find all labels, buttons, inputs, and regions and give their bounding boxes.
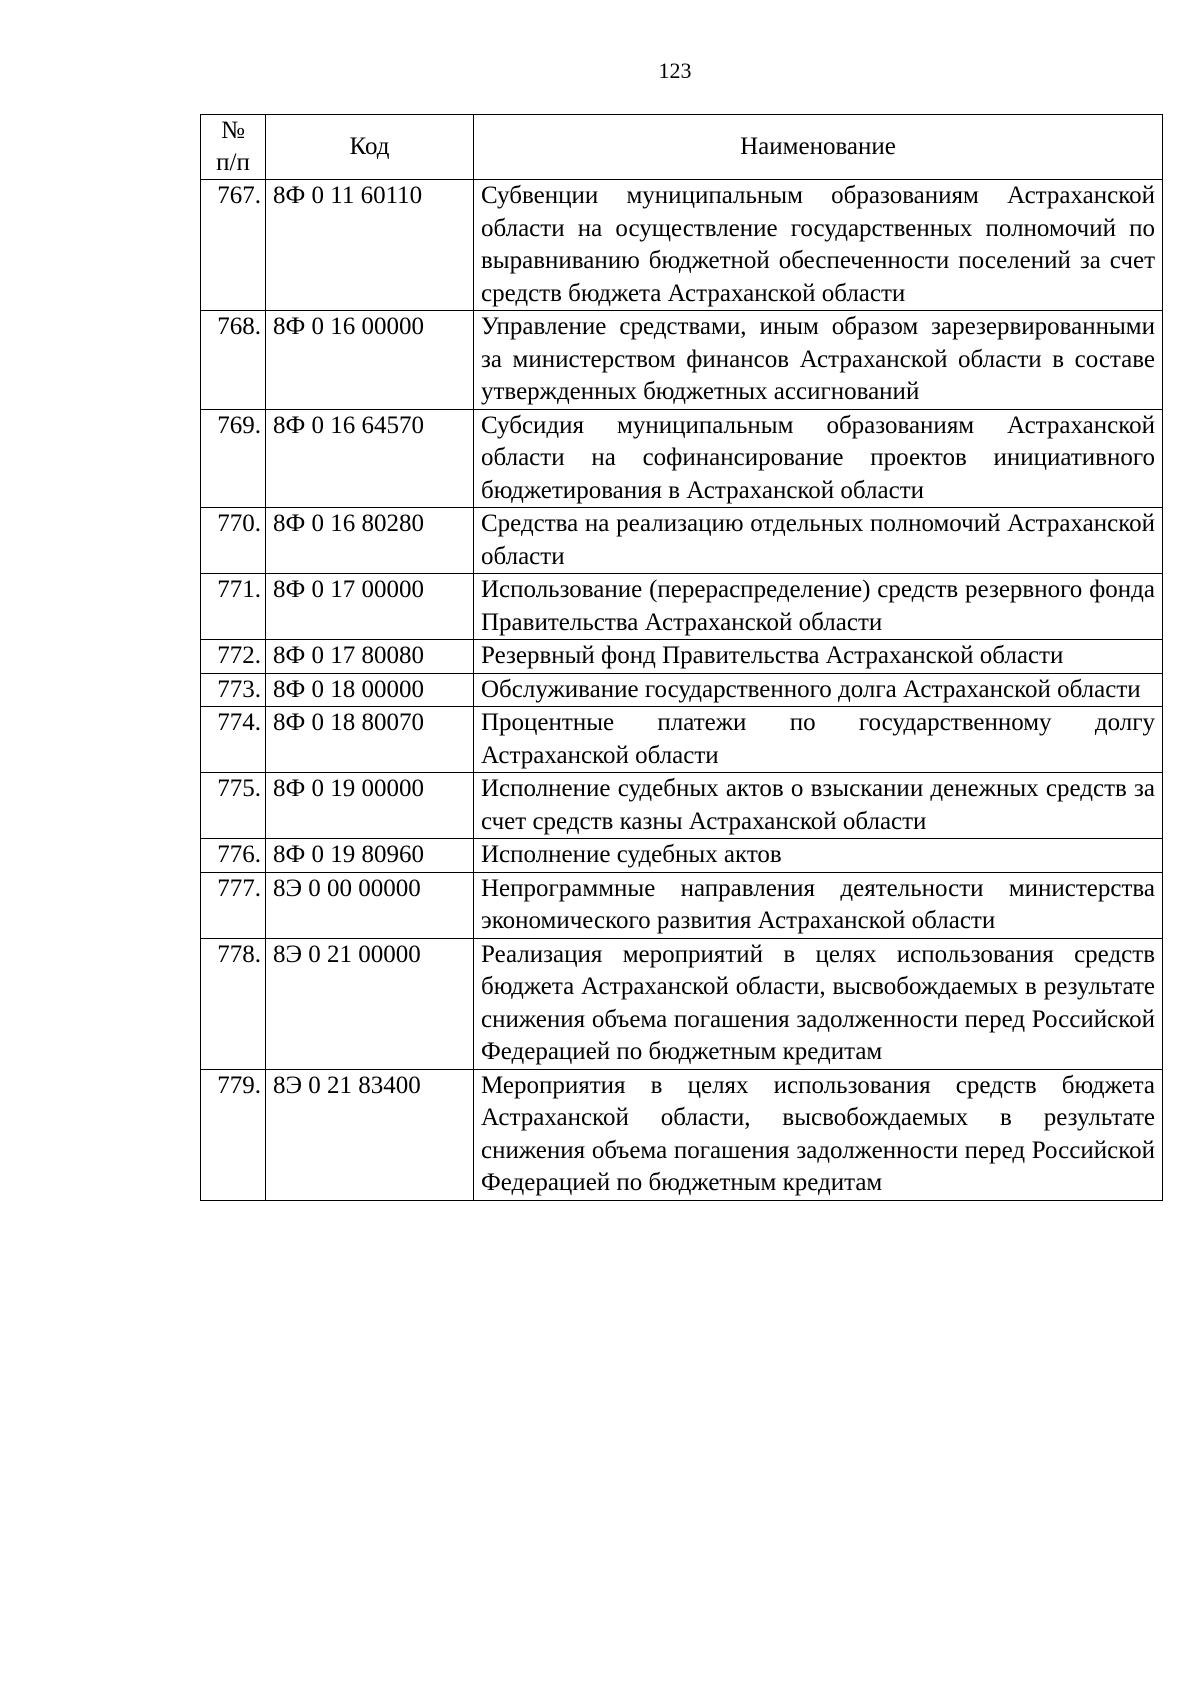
row-number: 772. — [201, 640, 266, 674]
row-name: Исполнение судебных актов о взыскании денежных средств за счет средств казны Астраханской области — [474, 773, 1163, 839]
row-code: 8Э 0 21 83400 — [266, 1069, 474, 1200]
table-header — [201, 115, 1163, 180]
row-code: 8Ф 0 17 80080 — [266, 640, 474, 674]
table-row — [201, 773, 1163, 839]
row-number: 771. — [201, 574, 266, 640]
budget-classification-table — [200, 114, 1163, 1201]
row-name: Процентные платежи по государственному долгу Астраханской области — [474, 707, 1163, 773]
row-code: 8Ф 0 16 64570 — [266, 409, 474, 508]
row-code: 8Э 0 00 00000 — [266, 872, 474, 938]
table-row — [201, 1069, 1163, 1200]
row-number: 778. — [201, 938, 266, 1069]
table-row — [201, 707, 1163, 773]
row-number: 768. — [201, 311, 266, 410]
table-row — [201, 839, 1163, 873]
row-name: Использование (перераспределение) средств резервного фонда Правительства Астраханской области — [474, 574, 1163, 640]
row-name: Субвенции муниципальным образованиям Астраханской области на осуществление государственных полномочий по выравниванию бюджетной обеспеченности поселений за счет средств бюджета Астраханской области — [474, 180, 1163, 311]
table-row — [201, 180, 1163, 311]
table-row — [201, 673, 1163, 707]
row-number: 779. — [201, 1069, 266, 1200]
table-row — [201, 640, 1163, 674]
row-number: 769. — [201, 409, 266, 508]
table-body — [201, 180, 1163, 1201]
row-number: 774. — [201, 707, 266, 773]
row-name: Управление средствами, иным образом зарезервированными за министерством финансов Астраханской области в составе утвержденных бюджетных ассигнований — [474, 311, 1163, 410]
row-code: 8Ф 0 16 00000 — [266, 311, 474, 410]
header-name: Наименование — [474, 115, 1163, 180]
row-code: 8Ф 0 11 60110 — [266, 180, 474, 311]
row-number: 770. — [201, 508, 266, 574]
row-name: Мероприятия в целях использования средств бюджета Астраханской области, высвобождаемых в результате снижения объема погашения задолженности перед Российской Федерацией по бюджетным кредитам — [474, 1069, 1163, 1200]
row-number: 777. — [201, 872, 266, 938]
table-row — [201, 409, 1163, 508]
row-name: Реализация мероприятий в целях использования средств бюджета Астраханской области, высвобождаемых в результате снижения объема погашения задолженности перед Российской Федерацией по бюджетным кредитам — [474, 938, 1163, 1069]
row-code: 8Ф 0 17 00000 — [266, 574, 474, 640]
header-num — [201, 115, 266, 180]
table-row — [201, 311, 1163, 410]
row-name: Непрограммные направления деятельности министерства экономического развития Астраханской области — [474, 872, 1163, 938]
row-name: Субсидия муниципальным образованиям Астраханской области на софинансирование проектов инициативного бюджетирования в Астраханской области — [474, 409, 1163, 508]
page-number: 123 — [658, 58, 692, 83]
row-number: 775. — [201, 773, 266, 839]
row-code: 8Ф 0 18 00000 — [266, 673, 474, 707]
table-row — [201, 872, 1163, 938]
row-code: 8Ф 0 18 80070 — [266, 707, 474, 773]
row-number: 767. — [201, 180, 266, 311]
table-row — [201, 574, 1163, 640]
row-name: Обслуживание государственного долга Астраханской области — [474, 673, 1163, 707]
row-name: Средства на реализацию отдельных полномочий Астраханской области — [474, 508, 1163, 574]
row-code: 8Ф 0 16 80280 — [266, 508, 474, 574]
row-code: 8Э 0 21 00000 — [266, 938, 474, 1069]
table-row — [201, 508, 1163, 574]
header-code: Код — [266, 115, 474, 180]
header-num-line2: п/п — [216, 149, 250, 176]
header-row — [201, 115, 1163, 180]
row-name: Исполнение судебных актов — [474, 839, 1163, 873]
table-row — [201, 938, 1163, 1069]
row-number: 776. — [201, 839, 266, 873]
header-num-line1: № — [221, 117, 245, 144]
row-number: 773. — [201, 673, 266, 707]
row-name: Резервный фонд Правительства Астраханской области — [474, 640, 1163, 674]
row-code: 8Ф 0 19 00000 — [266, 773, 474, 839]
row-code: 8Ф 0 19 80960 — [266, 839, 474, 873]
